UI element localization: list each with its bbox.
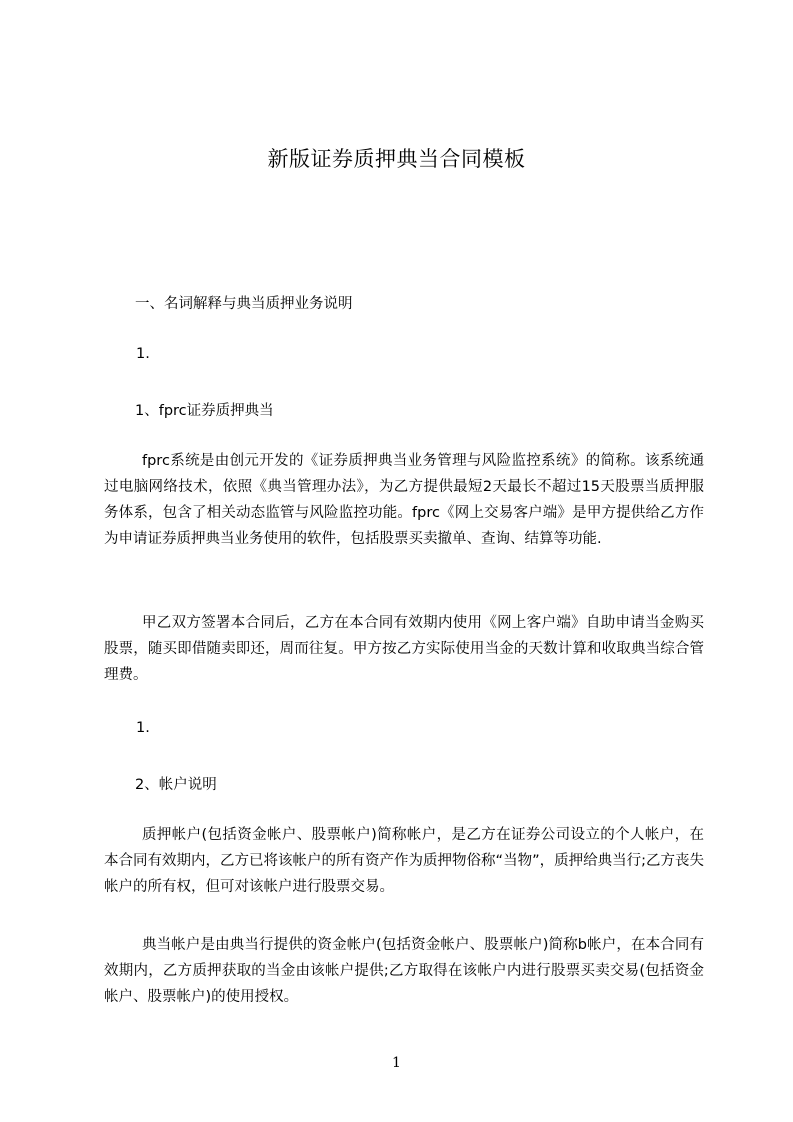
list-number: 1.: [136, 720, 150, 736]
paragraph-pawn-account: 典当帐户是由典当行提供的资金帐户(包括资金帐户、股票帐户)简称b帐户，在本合同有效期内，乙方质押获取的当金由该帐户提供;乙方取得在该帐户内进行股票买卖交易(包括资金帐户、股票帐户)的使用授权。: [104, 937, 704, 1005]
section-heading: 一、名词解释与典当质押业务说明: [135, 296, 353, 312]
paragraph-contract-usage: 甲乙双方签署本合同后，乙方在本合同有效期内使用《网上客户端》自助申请当金购买股票，随买即借随卖即还，周而往复。甲方按乙方实际使用当金的天数计算和收取典当综合管理费。: [104, 615, 704, 683]
paragraph-fprc-description: fprc系统是由创元开发的《证券质押典当业务管理与风险监控系统》的简称。该系统通过电脑网络技术，依照《典当管理办法》，为乙方提供最短2天最长不超过15天股票当质押服务体系，包含了相关动态监管与风险监控功能。fprc《网上交易客户端》是甲方提供给乙方作为申请证券质押典当业务使用的软件，包括股票买卖撤单、查询、结算等功能.: [104, 453, 704, 547]
page-number: 1: [392, 1055, 401, 1071]
subsection-heading-accounts: 2、帐户说明: [135, 777, 217, 793]
paragraph-pledge-account: 质押帐户(包括资金帐户、股票帐户)简称帐户，是乙方在证券公司设立的个人帐户，在本合同有效期内，乙方已将该帐户的所有资产作为质押物俗称“当物”，质押给典当行;乙方丧失帐户的所有权，但可对该帐户进行股票交易。: [104, 827, 704, 895]
document-title: 新版证券质押典当合同模板: [267, 147, 526, 171]
list-number: 1.: [136, 346, 150, 362]
subsection-heading-fprc: 1、fprc证券质押典当: [135, 403, 274, 419]
